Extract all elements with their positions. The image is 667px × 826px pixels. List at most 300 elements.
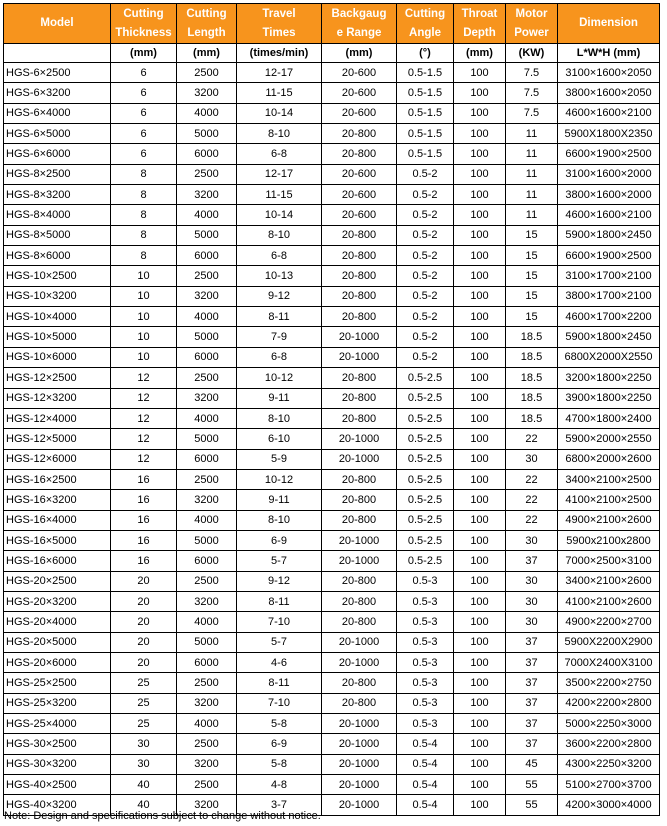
table-cell: 5000 <box>177 632 237 652</box>
table-cell: 3200 <box>177 754 237 774</box>
table-cell: 15 <box>506 307 558 327</box>
table-cell: 10-14 <box>237 103 322 123</box>
table-cell: 30 <box>111 754 177 774</box>
table-row <box>4 449 660 469</box>
table-cell: 8-11 <box>237 673 322 693</box>
table-cell: 0.5-2 <box>397 205 454 225</box>
table-cell: 3600×2200×2800 <box>558 734 660 754</box>
table-cell: 20-1000 <box>322 449 397 469</box>
unit-cell: (mm) <box>322 44 397 63</box>
column-header-line1: Cutting <box>404 7 446 20</box>
table-cell: 30 <box>506 612 558 632</box>
table-cell: 0.5-3 <box>397 693 454 713</box>
table-cell: 3200 <box>177 591 237 611</box>
table-row <box>4 124 660 144</box>
table-row <box>4 144 660 164</box>
table-cell: 25 <box>111 714 177 734</box>
table-cell: 20-1000 <box>322 429 397 449</box>
table-cell: 40 <box>111 775 177 795</box>
model-cell: HGS-16×6000 <box>4 551 111 571</box>
table-cell: 100 <box>454 225 506 245</box>
table-cell: 20-800 <box>322 368 397 388</box>
unit-cell: (mm) <box>177 44 237 63</box>
table-cell: 9-12 <box>237 571 322 591</box>
table-cell: 100 <box>454 286 506 306</box>
table-cell: 0.5-2 <box>397 185 454 205</box>
table-cell: 20-600 <box>322 103 397 123</box>
table-cell: 11 <box>506 164 558 184</box>
table-row <box>4 266 660 286</box>
table-cell: 3200 <box>177 185 237 205</box>
table-cell: 4600×1600×2100 <box>558 103 660 123</box>
table-cell: 5-7 <box>237 551 322 571</box>
table-cell: 3100×1700×2100 <box>558 266 660 286</box>
column-header-line2: Angle <box>409 26 441 39</box>
table-cell: 4100×2100×2600 <box>558 591 660 611</box>
table-cell: 0.5-2 <box>397 266 454 286</box>
table-cell: 8 <box>111 246 177 266</box>
model-cell: HGS-10×2500 <box>4 266 111 286</box>
table-cell: 4200×3000×4000 <box>558 795 660 815</box>
table-cell: 3400×2100×2600 <box>558 571 660 591</box>
table-row <box>4 632 660 652</box>
model-cell: HGS-12×6000 <box>4 449 111 469</box>
table-cell: 5-7 <box>237 632 322 652</box>
table-cell: 5900×1800×2450 <box>558 327 660 347</box>
table-cell: 6800X2000X2550 <box>558 347 660 367</box>
table-cell: 4000 <box>177 205 237 225</box>
table-row <box>4 551 660 571</box>
table-row <box>4 164 660 184</box>
table-cell: 5000 <box>177 530 237 550</box>
table-cell: 0.5-2.5 <box>397 490 454 510</box>
table-cell: 0.5-2.5 <box>397 551 454 571</box>
table-cell: 25 <box>111 673 177 693</box>
table-cell: 6 <box>111 124 177 144</box>
table-cell: 0.5-3 <box>397 652 454 672</box>
table-cell: 100 <box>454 754 506 774</box>
table-cell: 100 <box>454 734 506 754</box>
table-cell: 4000 <box>177 510 237 530</box>
table-cell: 12 <box>111 368 177 388</box>
table-row <box>4 347 660 367</box>
table-row <box>4 83 660 103</box>
table-cell: 12 <box>111 429 177 449</box>
table-cell: 6000 <box>177 347 237 367</box>
table-cell: 20-1000 <box>322 327 397 347</box>
table-row <box>4 246 660 266</box>
table-cell: 100 <box>454 632 506 652</box>
model-cell: HGS-16×3200 <box>4 490 111 510</box>
table-cell: 16 <box>111 490 177 510</box>
table-cell: 6800×2000×2600 <box>558 449 660 469</box>
table-cell: 0.5-1.5 <box>397 103 454 123</box>
column-header-line2: Thickness <box>115 26 172 39</box>
table-cell: 4-6 <box>237 652 322 672</box>
model-cell: HGS-40×2500 <box>4 775 111 795</box>
table-cell: 0.5-4 <box>397 754 454 774</box>
column-header <box>506 4 558 44</box>
table-cell: 3200 <box>177 83 237 103</box>
unit-cell: (KW) <box>506 44 558 63</box>
table-cell: 100 <box>454 551 506 571</box>
table-cell: 20-1000 <box>322 551 397 571</box>
model-cell: HGS-16×2500 <box>4 469 111 489</box>
table-cell: 3800×1600×2000 <box>558 185 660 205</box>
table-cell: 20-800 <box>322 510 397 530</box>
table-cell: 8-11 <box>237 591 322 611</box>
table-cell: 37 <box>506 652 558 672</box>
table-cell: 18.5 <box>506 347 558 367</box>
table-cell: 0.5-2.5 <box>397 469 454 489</box>
table-cell: 20-1000 <box>322 734 397 754</box>
table-row <box>4 388 660 408</box>
table-cell: 5900x2100x2800 <box>558 530 660 550</box>
table-units-row <box>4 44 660 63</box>
table-cell: 20-600 <box>322 185 397 205</box>
table-cell: 100 <box>454 795 506 815</box>
model-cell: HGS-10×5000 <box>4 327 111 347</box>
table-row <box>4 530 660 550</box>
table-cell: 6 <box>111 144 177 164</box>
table-cell: 6600×1900×2500 <box>558 246 660 266</box>
table-cell: 37 <box>506 734 558 754</box>
model-cell: HGS-20×3200 <box>4 591 111 611</box>
table-cell: 2500 <box>177 469 237 489</box>
specification-table <box>3 3 660 816</box>
table-cell: 0.5-2 <box>397 307 454 327</box>
unit-cell <box>4 44 111 63</box>
column-header-line2: e Range <box>336 26 382 39</box>
table-cell: 6000 <box>177 246 237 266</box>
model-cell: HGS-30×2500 <box>4 734 111 754</box>
table-cell: 3100×1600×2050 <box>558 63 660 83</box>
model-cell: HGS-8×3200 <box>4 185 111 205</box>
column-header <box>322 4 397 44</box>
table-cell: 100 <box>454 205 506 225</box>
column-header <box>454 4 506 44</box>
table-cell: 30 <box>506 591 558 611</box>
table-cell: 55 <box>506 775 558 795</box>
table-cell: 5900X1800X2350 <box>558 124 660 144</box>
table-cell: 10-13 <box>237 266 322 286</box>
table-cell: 3800×1700×2100 <box>558 286 660 306</box>
column-header-line2: Times <box>262 26 296 39</box>
table-cell: 100 <box>454 347 506 367</box>
table-cell: 100 <box>454 164 506 184</box>
table-cell: 0.5-3 <box>397 673 454 693</box>
table-cell: 0.5-2.5 <box>397 368 454 388</box>
table-cell: 5100×2700×3700 <box>558 775 660 795</box>
table-cell: 3400×2100×2500 <box>558 469 660 489</box>
table-cell: 4000 <box>177 408 237 428</box>
model-cell: HGS-8×4000 <box>4 205 111 225</box>
column-header-line1: Model <box>40 17 74 29</box>
column-header-line2: Length <box>187 26 226 39</box>
table-cell: 20-800 <box>322 693 397 713</box>
table-cell: 37 <box>506 632 558 652</box>
column-header <box>237 4 322 44</box>
table-row <box>4 408 660 428</box>
model-cell: HGS-25×2500 <box>4 673 111 693</box>
unit-cell: L*W*H (mm) <box>558 44 660 63</box>
table-cell: 37 <box>506 714 558 734</box>
table-cell: 25 <box>111 693 177 713</box>
model-cell: HGS-12×4000 <box>4 408 111 428</box>
table-cell: 100 <box>454 307 506 327</box>
table-cell: 3500×2200×2750 <box>558 673 660 693</box>
model-cell: HGS-6×4000 <box>4 103 111 123</box>
table-cell: 0.5-2.5 <box>397 449 454 469</box>
table-cell: 20-800 <box>322 124 397 144</box>
table-cell: 15 <box>506 286 558 306</box>
table-cell: 100 <box>454 714 506 734</box>
table-cell: 20-800 <box>322 612 397 632</box>
table-cell: 11-15 <box>237 185 322 205</box>
table-cell: 2500 <box>177 164 237 184</box>
table-cell: 0.5-4 <box>397 795 454 815</box>
table-row <box>4 286 660 306</box>
table-cell: 20-1000 <box>322 530 397 550</box>
column-header-line2: Depth <box>463 26 496 39</box>
table-cell: 20-800 <box>322 266 397 286</box>
table-cell: 10 <box>111 286 177 306</box>
unit-cell: (times/min) <box>237 44 322 63</box>
model-cell: HGS-6×6000 <box>4 144 111 164</box>
table-cell: 8-10 <box>237 510 322 530</box>
table-cell: 8 <box>111 225 177 245</box>
table-cell: 0.5-2.5 <box>397 408 454 428</box>
table-cell: 6 <box>111 63 177 83</box>
model-cell: HGS-30×3200 <box>4 754 111 774</box>
model-cell: HGS-25×3200 <box>4 693 111 713</box>
table-cell: 30 <box>506 571 558 591</box>
table-row <box>4 327 660 347</box>
table-cell: 7.5 <box>506 83 558 103</box>
table-cell: 7-10 <box>237 693 322 713</box>
table-cell: 0.5-1.5 <box>397 144 454 164</box>
table-cell: 3200 <box>177 490 237 510</box>
table-cell: 0.5-1.5 <box>397 83 454 103</box>
disclaimer-note: Note: Design and specifications subject to change without notice. <box>4 810 321 822</box>
table-row <box>4 652 660 672</box>
table-cell: 4900×2100×2600 <box>558 510 660 530</box>
table-cell: 100 <box>454 266 506 286</box>
table-cell: 4600×1700×2200 <box>558 307 660 327</box>
unit-cell: (mm) <box>454 44 506 63</box>
table-cell: 20-800 <box>322 246 397 266</box>
table-cell: 5-8 <box>237 714 322 734</box>
table-cell: 30 <box>506 530 558 550</box>
table-cell: 12 <box>111 408 177 428</box>
table-cell: 4600×1600×2100 <box>558 205 660 225</box>
model-cell: HGS-40×3200 <box>4 795 111 815</box>
table-cell: 20-800 <box>322 673 397 693</box>
table-cell: 100 <box>454 775 506 795</box>
table-cell: 3200×1800×2250 <box>558 368 660 388</box>
table-cell: 5000 <box>177 225 237 245</box>
column-header <box>177 4 237 44</box>
table-cell: 100 <box>454 449 506 469</box>
table-cell: 6000 <box>177 144 237 164</box>
table-cell: 30 <box>111 734 177 754</box>
table-cell: 18.5 <box>506 388 558 408</box>
table-cell: 20-1000 <box>322 347 397 367</box>
table-cell: 20-800 <box>322 225 397 245</box>
column-header <box>397 4 454 44</box>
table-cell: 6-8 <box>237 246 322 266</box>
table-row <box>4 429 660 449</box>
table-cell: 3200 <box>177 795 237 815</box>
table-cell: 5-8 <box>237 754 322 774</box>
table-cell: 20-600 <box>322 83 397 103</box>
table-cell: 100 <box>454 246 506 266</box>
table-cell: 100 <box>454 490 506 510</box>
table-cell: 22 <box>506 469 558 489</box>
table-cell: 6000 <box>177 551 237 571</box>
table-cell: 16 <box>111 551 177 571</box>
table-cell: 3100×1600×2000 <box>558 164 660 184</box>
table-cell: 22 <box>506 490 558 510</box>
table-row <box>4 490 660 510</box>
table-row <box>4 714 660 734</box>
table-cell: 0.5-4 <box>397 775 454 795</box>
column-header <box>558 4 660 44</box>
table-cell: 20-800 <box>322 286 397 306</box>
table-cell: 11 <box>506 185 558 205</box>
table-cell: 0.5-2 <box>397 327 454 347</box>
model-cell: HGS-25×4000 <box>4 714 111 734</box>
model-cell: HGS-16×4000 <box>4 510 111 530</box>
table-cell: 11 <box>506 144 558 164</box>
table-cell: 10 <box>111 347 177 367</box>
table-row <box>4 673 660 693</box>
table-cell: 16 <box>111 510 177 530</box>
table-row <box>4 185 660 205</box>
table-cell: 7000X2400X3100 <box>558 652 660 672</box>
table-cell: 10-12 <box>237 368 322 388</box>
table-cell: 3200 <box>177 286 237 306</box>
table-cell: 20-1000 <box>322 652 397 672</box>
table-row <box>4 469 660 489</box>
table-row <box>4 307 660 327</box>
table-cell: 4900×2200×2700 <box>558 612 660 632</box>
table-cell: 7000×2500×3100 <box>558 551 660 571</box>
table-cell: 0.5-2.5 <box>397 530 454 550</box>
table-cell: 100 <box>454 673 506 693</box>
model-cell: HGS-6×5000 <box>4 124 111 144</box>
table-cell: 20 <box>111 612 177 632</box>
table-cell: 8 <box>111 185 177 205</box>
model-cell: HGS-10×6000 <box>4 347 111 367</box>
table-cell: 6 <box>111 83 177 103</box>
table-cell: 5900×2000×2550 <box>558 429 660 449</box>
table-cell: 6 <box>111 103 177 123</box>
table-cell: 20 <box>111 632 177 652</box>
model-cell: HGS-6×2500 <box>4 63 111 83</box>
table-cell: 8 <box>111 164 177 184</box>
table-cell: 100 <box>454 63 506 83</box>
table-header-row <box>4 4 660 44</box>
table-cell: 55 <box>506 795 558 815</box>
model-cell: HGS-16×5000 <box>4 530 111 550</box>
table-cell: 3200 <box>177 693 237 713</box>
table-cell: 11 <box>506 205 558 225</box>
table-cell: 37 <box>506 551 558 571</box>
table-cell: 100 <box>454 510 506 530</box>
table-cell: 18.5 <box>506 327 558 347</box>
table-cell: 2500 <box>177 63 237 83</box>
table-cell: 2500 <box>177 368 237 388</box>
model-cell: HGS-20×5000 <box>4 632 111 652</box>
table-cell: 3200 <box>177 388 237 408</box>
table-row <box>4 612 660 632</box>
table-cell: 18.5 <box>506 408 558 428</box>
table-cell: 11-15 <box>237 83 322 103</box>
table-cell: 4000 <box>177 103 237 123</box>
table-cell: 20-1000 <box>322 795 397 815</box>
table-cell: 100 <box>454 103 506 123</box>
table-cell: 20-800 <box>322 591 397 611</box>
unit-cell: (°) <box>397 44 454 63</box>
table-cell: 5000 <box>177 429 237 449</box>
table-cell: 0.5-2 <box>397 225 454 245</box>
table-cell: 6-9 <box>237 734 322 754</box>
model-cell: HGS-8×6000 <box>4 246 111 266</box>
model-cell: HGS-20×6000 <box>4 652 111 672</box>
model-cell: HGS-10×3200 <box>4 286 111 306</box>
table-cell: 100 <box>454 144 506 164</box>
table-cell: 20-800 <box>322 144 397 164</box>
table-cell: 4000 <box>177 307 237 327</box>
column-header-line1: Throat <box>461 7 498 20</box>
table-cell: 20-800 <box>322 307 397 327</box>
table-cell: 15 <box>506 225 558 245</box>
table-cell: 20-600 <box>322 164 397 184</box>
model-cell: HGS-12×2500 <box>4 368 111 388</box>
table-cell: 100 <box>454 652 506 672</box>
column-header-line2: Power <box>514 26 549 39</box>
table-cell: 6000 <box>177 652 237 672</box>
table-cell: 20-1000 <box>322 775 397 795</box>
column-header <box>4 4 111 44</box>
table-cell: 15 <box>506 246 558 266</box>
table-cell: 7-10 <box>237 612 322 632</box>
table-cell: 0.5-2 <box>397 286 454 306</box>
table-cell: 100 <box>454 693 506 713</box>
table-cell: 2500 <box>177 734 237 754</box>
table-cell: 10 <box>111 266 177 286</box>
table-cell: 4000 <box>177 714 237 734</box>
table-cell: 100 <box>454 530 506 550</box>
table-cell: 20-800 <box>322 469 397 489</box>
table-cell: 4000 <box>177 612 237 632</box>
table-cell: 6000 <box>177 449 237 469</box>
table-cell: 30 <box>506 449 558 469</box>
table-cell: 0.5-2 <box>397 164 454 184</box>
table-cell: 5000 <box>177 327 237 347</box>
table-cell: 4700×1800×2400 <box>558 408 660 428</box>
table-cell: 10-12 <box>237 469 322 489</box>
table-cell: 100 <box>454 591 506 611</box>
column-header-line1: Dimension <box>579 17 638 29</box>
table-cell: 20-800 <box>322 490 397 510</box>
table-cell: 8-10 <box>237 408 322 428</box>
table-row <box>4 368 660 388</box>
table-cell: 2500 <box>177 571 237 591</box>
table-cell: 15 <box>506 266 558 286</box>
table-cell: 100 <box>454 388 506 408</box>
